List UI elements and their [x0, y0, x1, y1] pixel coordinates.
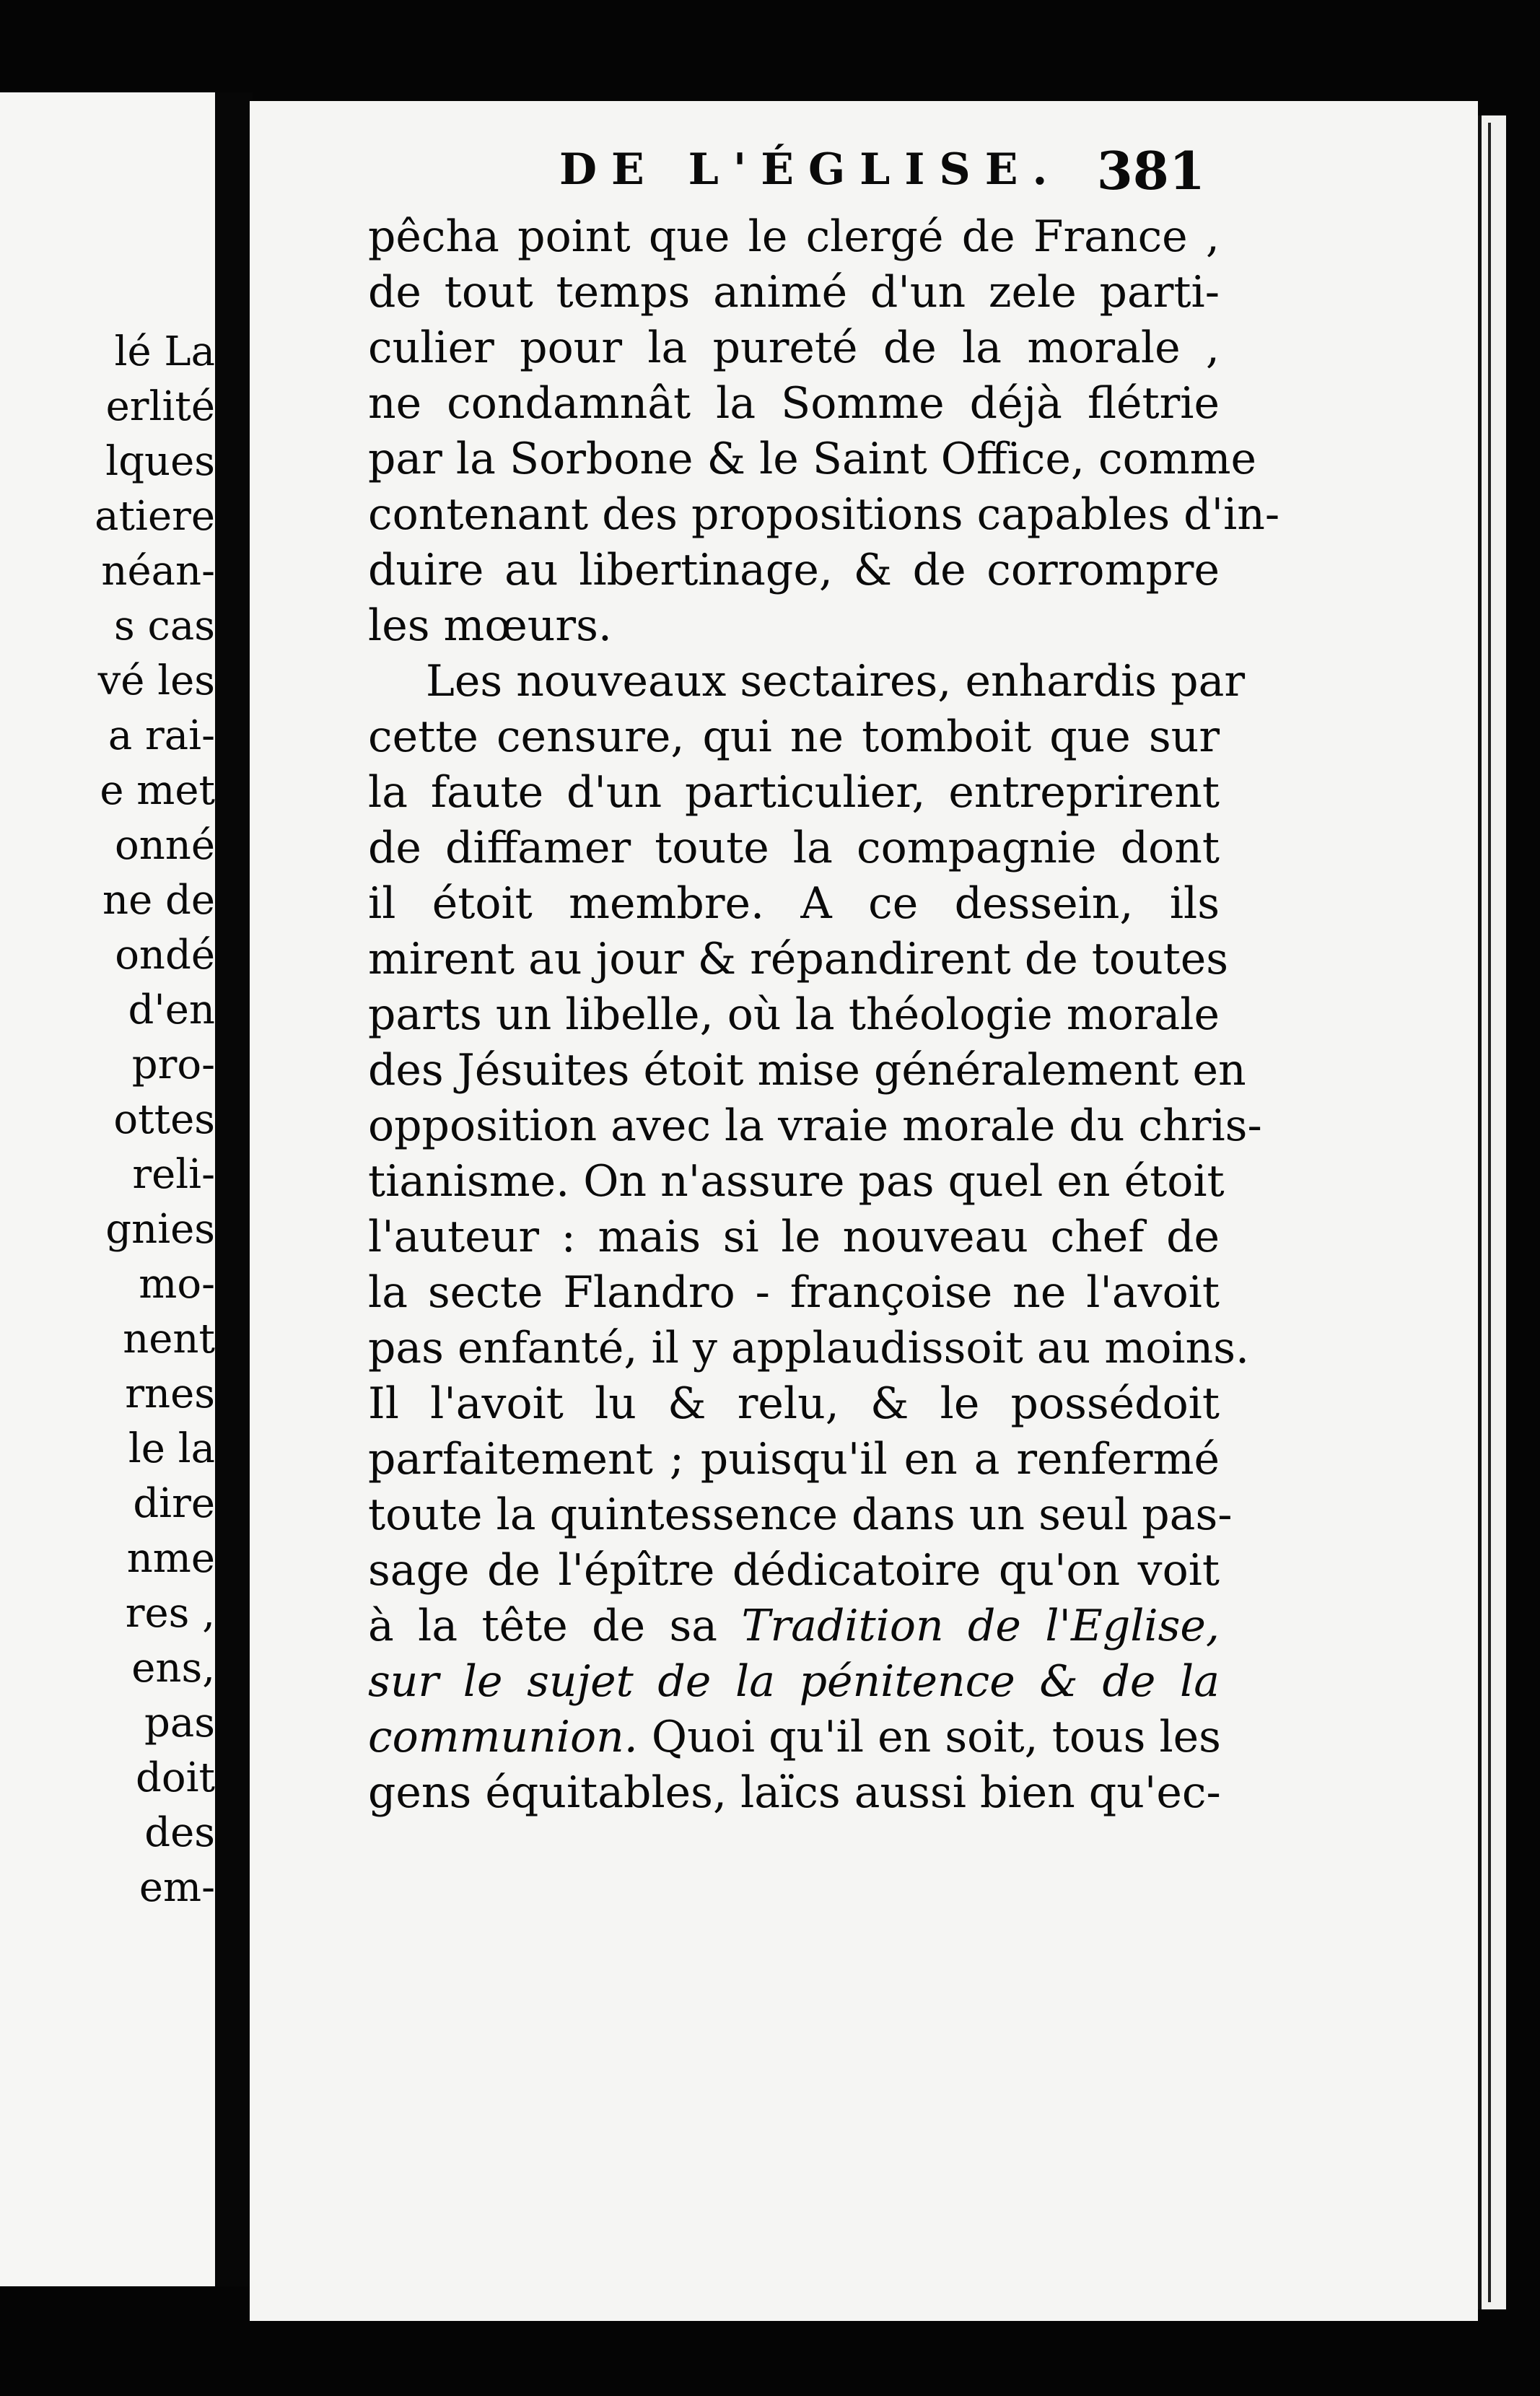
text-line: culier pour la pureté de la morale ,: [368, 323, 1220, 373]
left-line: d'en: [128, 987, 215, 1033]
left-line: ne de: [102, 877, 215, 924]
text-segment: à la tête de sa: [368, 1601, 718, 1651]
text-line: toute la quintessence dans un seul pas-: [368, 1490, 1233, 1540]
running-title: DE L'ÉGLISE.: [559, 144, 1062, 195]
left-line: lé La: [114, 328, 215, 375]
left-line: des: [144, 1809, 215, 1856]
text-line: de diffamer toute la compagnie dont: [368, 823, 1220, 873]
text-line: gens équitables, laïcs aussi bien qu'ec-: [368, 1767, 1221, 1818]
text-line: l'auteur : mais si le nouveau chef de: [368, 1212, 1220, 1262]
left-line: gnies: [105, 1206, 215, 1253]
left-line: rnes: [125, 1370, 215, 1417]
left-line: res ,: [125, 1590, 215, 1637]
left-line: mo-: [139, 1261, 215, 1308]
work-title-italic: communion.: [368, 1712, 638, 1762]
text-line-mixed: [368, 1710, 1220, 1765]
left-line: onné: [115, 822, 215, 869]
left-line: nent: [123, 1316, 215, 1363]
left-line: pas: [144, 1700, 215, 1746]
left-line: pro-: [131, 1041, 215, 1088]
left-line: ottes: [113, 1096, 215, 1143]
text-line: de tout temps animé d'un zele parti-: [368, 267, 1220, 318]
left-page: [0, 92, 215, 2286]
left-line: le la: [128, 1425, 215, 1472]
text-line: par la Sorbone & le Saint Office, comme: [368, 434, 1257, 484]
text-line: parfaitement ; puisqu'il en a renfermé: [368, 1434, 1220, 1485]
text-line: les mœurs.: [368, 600, 612, 651]
left-line: erlité: [105, 383, 215, 430]
text-line: contenant des propositions capables d'in-: [368, 489, 1280, 540]
text-segment: Quoi qu'il en soit, tous les: [651, 1712, 1221, 1762]
left-line: lques: [105, 438, 215, 485]
left-line: néan-: [101, 548, 215, 595]
left-line: e met: [100, 767, 215, 814]
text-line: des Jésuites étoit mise généralement en: [368, 1045, 1246, 1096]
left-line: em-: [139, 1864, 215, 1911]
text-line: ne condamnât la Somme déjà flétrie: [368, 378, 1220, 429]
work-title-italic: Tradition de l'Eglise,: [741, 1601, 1220, 1651]
running-head: [310, 140, 1205, 202]
text-line: pas enfanté, il y applaudissoit au moins.: [368, 1323, 1250, 1373]
text-line: la secte Flandro - françoise ne l'avoit: [368, 1267, 1220, 1318]
text-line: sage de l'épître dédicatoire qu'on voit: [368, 1545, 1220, 1596]
left-line: s cas: [113, 603, 215, 650]
page-number: 381: [1096, 140, 1205, 201]
text-line: mirent au jour & répandirent de toutes: [368, 934, 1229, 984]
text-line: pêcha point que le clergé de France ,: [368, 211, 1220, 262]
left-line: ens,: [131, 1645, 215, 1692]
page-edge-line: [1488, 123, 1491, 2302]
text-line: Il l'avoit lu & relu, & le possédoit: [368, 1378, 1220, 1429]
left-line: a rai-: [108, 712, 215, 759]
text-line: parts un libelle, où la théologie morale: [368, 989, 1220, 1040]
text-line: tianisme. On n'assure pas quel en étoit: [368, 1156, 1225, 1207]
book-gutter: [215, 92, 253, 2286]
left-line: atiere: [95, 493, 215, 540]
text-line-mixed: [368, 1599, 1220, 1654]
left-line: vé les: [97, 657, 215, 704]
text-line: la faute d'un particulier, entreprirent: [368, 767, 1220, 818]
left-line: ondé: [115, 932, 215, 979]
text-line: cette censure, qui ne tomboit que sur: [368, 712, 1220, 762]
left-line: dire: [133, 1480, 215, 1527]
text-line-italic: sur le sujet de la pénitence & de la: [368, 1656, 1220, 1707]
left-line: nme: [126, 1535, 215, 1582]
text-line: duire au libertinage, & de corrompre: [368, 545, 1220, 595]
left-line: reli-: [132, 1151, 215, 1198]
text-line: Les nouveaux sectaires, enhardis par: [426, 656, 1246, 707]
text-line: il étoit membre. A ce dessein, ils: [368, 878, 1220, 929]
page-edge: [1478, 115, 1506, 2309]
left-line: doit: [136, 1754, 215, 1801]
text-line: opposition avec la vraie morale du chris-: [368, 1101, 1262, 1151]
